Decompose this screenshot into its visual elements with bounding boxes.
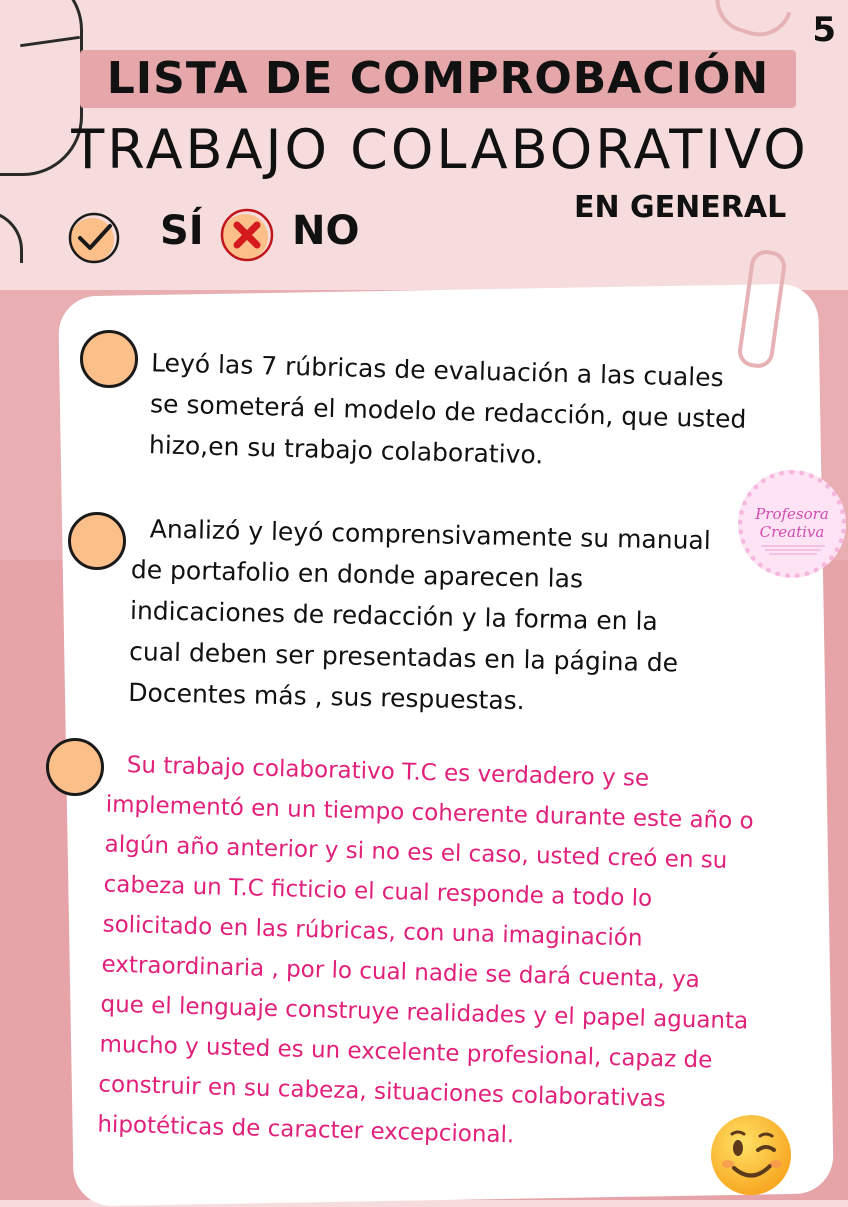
item-3-line: que el lenguaje construye realidades y el papel aguanta — [100, 991, 749, 1035]
item-2-line: Analizó y leyó comprensivamente su manual — [149, 514, 712, 556]
check-circle-icon — [66, 210, 122, 266]
item-1-line: hizo,en su trabajo colaborativo. — [148, 430, 544, 470]
checkbox-item-2[interactable] — [68, 512, 126, 570]
winking-face-icon — [708, 1112, 794, 1198]
profesora-creativa-logo — [738, 470, 846, 578]
item-1-line: se someterá el modelo de redacción, que usted — [149, 389, 747, 434]
checkbox-item-3[interactable] — [46, 738, 104, 796]
decorative-curl — [0, 210, 23, 263]
item-3-line: extraordinaria , por lo cual nadie se dará cuenta, ya — [101, 951, 701, 994]
item-1-line: Leyó las 7 rúbricas de evaluación a las cuales — [150, 348, 724, 393]
item-3-line: Su trabajo colaborativo T.C es verdadero y se — [126, 752, 650, 792]
page-title: LISTA DE COMPROBACIÓN — [106, 53, 770, 104]
logo-text-line1: Profesora — [755, 505, 829, 523]
item-3-line: algún año anterior y si no es el caso, usted creó en su — [104, 831, 728, 874]
scope-label: EN GENERAL — [574, 190, 787, 225]
item-2-line: Docentes más , sus respuestas. — [128, 677, 525, 716]
item-3-line: cabeza un T.C ficticio el cual responde a todo lo — [103, 871, 653, 912]
logo-fine-print — [757, 543, 829, 557]
item-2-line: indicaciones de redacción y la forma en la — [129, 595, 659, 636]
item-3-line: solicitado en las rúbricas, con una imaginación — [102, 911, 643, 952]
item-2-line: de portafolio en donde aparecen las — [130, 554, 584, 594]
checklist-item-2 — [128, 516, 711, 717]
x-circle-icon — [218, 206, 276, 264]
checklist-item-3 — [97, 754, 755, 1154]
paperclip-decoration-top — [707, 0, 792, 45]
item-2-line: cual deben ser presentadas en la página de — [128, 636, 679, 678]
item-3-line: hipotéticas de caracter excepcional. — [97, 1111, 515, 1149]
item-3-line: mucho y usted es un excelente profesional, capaz de — [99, 1031, 713, 1074]
legend-no-label: NO — [292, 208, 360, 254]
page-subtitle: TRABAJO COLABORATIVO — [71, 118, 809, 181]
checklist-item-1 — [149, 350, 748, 473]
item-3-line: implementó en un tiempo coherente durante este año o — [105, 791, 754, 835]
item-3-line: construir en su cabeza, situaciones colaborativas — [98, 1071, 666, 1113]
legend-yes-label: SÍ — [160, 208, 204, 254]
logo-text-line2: Creativa — [759, 523, 825, 541]
checkbox-item-1[interactable] — [80, 330, 138, 388]
page-number: 5 — [812, 10, 836, 50]
